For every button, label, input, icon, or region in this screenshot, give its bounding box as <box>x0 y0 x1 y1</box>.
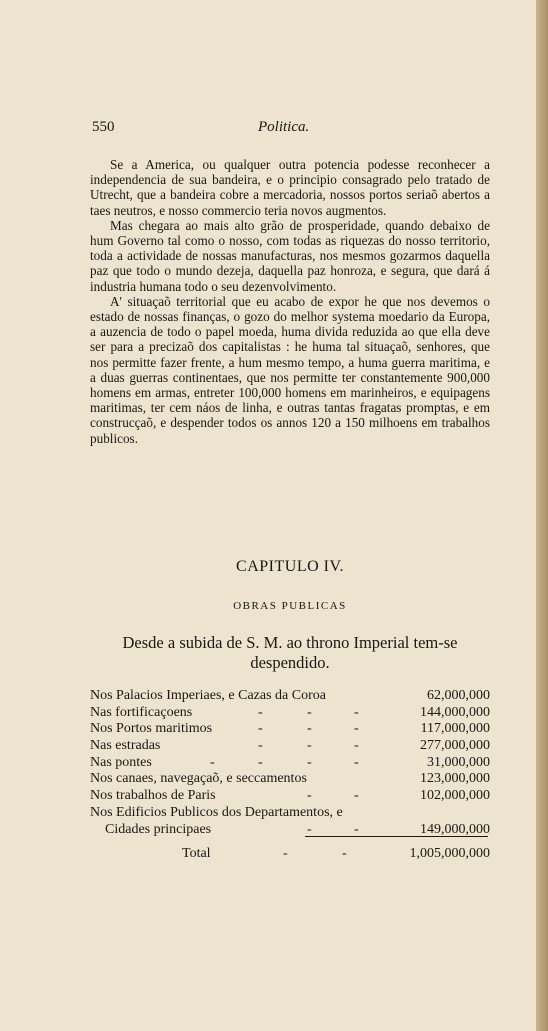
leader-dash: - <box>307 821 312 837</box>
row-amount: 149,000,000 <box>420 821 490 837</box>
row-amount: 117,000,000 <box>420 721 490 737</box>
row-label: Nas pontes <box>90 754 152 770</box>
leader-dash: - <box>283 846 288 861</box>
row-amount: 277,000,000 <box>420 738 490 754</box>
running-title: Politica. <box>258 119 310 135</box>
row-label: Nas fortificaçoens <box>90 704 193 720</box>
table-row <box>90 738 490 755</box>
leader-dash: - <box>258 704 263 720</box>
leader-dash: - <box>258 721 263 737</box>
expenditure-table <box>90 688 490 838</box>
leader-dash: - <box>342 846 347 861</box>
row-amount: 62,000,000 <box>427 688 490 703</box>
leader-dash: - <box>354 788 359 804</box>
chapter-title: CAPITULO IV. <box>236 558 344 575</box>
row-label: Nos canaes, navegaçaõ, e seccamentos <box>90 771 307 787</box>
table-row <box>90 771 490 788</box>
leader-dash: - <box>354 738 359 754</box>
total-row <box>90 846 490 864</box>
leader-dash: - <box>258 754 263 770</box>
total-amount: 1,005,000,000 <box>409 846 490 861</box>
paragraph: Mas chegara ao mais alto grão de prosperidade, quando debaixo de hum Governo tal como o nosso, com todas as riquezas do nosso territorio, toda a actividade de nossas manufacturas, nos mesmos gozarmos daquella paz que todo o mundo dezeja, daquella paz honroza, e segura, que dará á industria humana todo o seu dezenvolvimento. <box>90 217 490 294</box>
page-number: 550 <box>92 119 115 135</box>
row-amount: 144,000,000 <box>420 704 490 720</box>
table-row <box>90 705 490 722</box>
leader-dash: - <box>210 754 215 770</box>
leader-dash: - <box>307 738 312 754</box>
table-row <box>90 688 490 705</box>
row-amount: 31,000,000 <box>427 754 490 770</box>
total-label: Total <box>182 846 211 861</box>
section-title: OBRAS PUBLICAS <box>233 600 347 612</box>
paragraph: A' situaçaõ territorial que eu acabo de expor he que nos devemos o estado de nossas finanças, o gozo do melhor systema moedario da Europa, a auzencia de todo o papel moeda, huma divida reduzida ao que ella deve ser para a precizaõ dos capitalistas : he huma tal situaçaõ, senhores, que nos permitte fazer frente, a hum mesmo tempo, a huma guerra maritima, e a duas guerras continentaes, que nos permitte ter constantemente 900,000 homens em armas, entreter 100,000 homens em marinheiros, e equipagens maritimas, ter cem náos de linha, e outras tantas fragatas promptas, e em construcçaõ, e despender todos os annos 120 a 150 milhoens em trabalhos publicos. <box>90 293 490 446</box>
leader-dash: - <box>258 738 263 754</box>
table-row <box>90 788 490 805</box>
paragraph: Se a America, ou qualquer outra potencia podesse reconhecer a independencia de sua bandeira, e o principio consagrado pelo tratado de Utrecht, que a bandeira cobre a mercadoria, nossos portos seriaõ abertos a taes neutros, e nosso commercio teria novos augmentos. <box>90 157 490 218</box>
leader-dash: - <box>354 754 359 770</box>
row-label: Nas estradas <box>90 738 161 754</box>
leader-dash: - <box>307 788 312 804</box>
leader-dash: - <box>307 704 312 720</box>
leader-dash: - <box>354 821 359 837</box>
leader-dash: - <box>307 721 312 737</box>
row-label: Nos Edificios Publicos dos Departamentos, e <box>90 804 343 820</box>
leader-dash: - <box>354 704 359 720</box>
table-row <box>90 721 490 738</box>
leader-dash: - <box>307 754 312 770</box>
table-row <box>90 755 490 772</box>
body-text <box>90 157 490 446</box>
row-label: Nos Palacios Imperiaes, e Cazas da Coroa <box>90 688 326 703</box>
total-rule <box>305 836 488 837</box>
intro-sentence: Desde a subida de S. M. ao throno Imperial tem-se despendido. <box>122 633 458 672</box>
row-amount: 123,000,000 <box>420 771 490 787</box>
row-amount: 102,000,000 <box>420 788 490 804</box>
row-label: Nos Portos maritimos <box>90 721 213 737</box>
leader-dash: - <box>354 721 359 737</box>
row-label: Nos trabalhos de Paris <box>90 788 216 804</box>
page-edge <box>536 0 548 1031</box>
table-row <box>90 805 490 822</box>
row-label: Cidades principaes <box>105 821 212 837</box>
page-header <box>92 119 490 139</box>
